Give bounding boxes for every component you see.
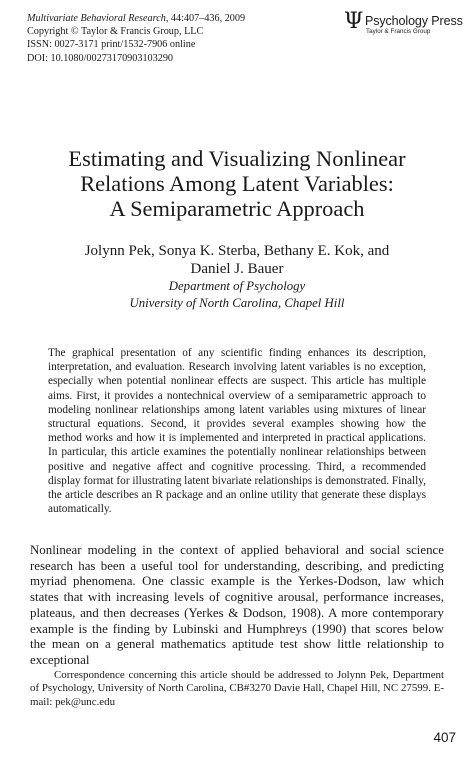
issn-line: ISSN: 0027-3171 print/1532-7906 online bbox=[27, 39, 196, 51]
title-line: Estimating and Visualizing Nonlinear bbox=[68, 146, 406, 171]
publisher-group: Taylor & Francis Group bbox=[366, 28, 431, 35]
publisher-name: Psychology Press bbox=[365, 14, 463, 28]
journal-name: Multivariate Behavioral Research bbox=[27, 13, 166, 24]
doi-line: DOI: 10.1080/00273170903103290 bbox=[27, 52, 174, 64]
title-line: Relations Among Latent Variables: bbox=[80, 171, 394, 196]
university: University of North Carolina, Chapel Hill bbox=[129, 296, 345, 310]
publisher-logo bbox=[344, 9, 464, 42]
abstract: The graphical presentation of any scientific finding enhances its description, interpretation, and evaluation. Research involving latent variables is no exception, especially when potential nonlinear effects are suspect. This article has multiple aims. First, it provides a nontechnical overview of a semiparametric approach to modeling nonlinear relationships among latent variables using mixtures of linear structural equations. Second, it provides several examples showing how the method works and how it is implemented and interpreted in practical applications. In particular, this article examines the potentially nonlinear relationships between positive and negative affect and cognitive processing. Third, a recommended display format for illustrating latent bivariate relationships is demonstrated. Finally, the article describes an R package and an online utility that generate these displays automatically. bbox=[48, 347, 426, 516]
article-title bbox=[30, 146, 444, 221]
affiliation bbox=[30, 278, 444, 312]
copyright-line: Copyright © Taylor & Francis Group, LLC bbox=[27, 26, 204, 38]
psi-logo-icon: Ψ bbox=[344, 9, 364, 34]
correspondence-footnote bbox=[30, 669, 444, 709]
department: Department of Psychology bbox=[168, 279, 306, 293]
journal-metadata bbox=[27, 12, 245, 65]
author-line: Daniel J. Bauer bbox=[190, 261, 284, 277]
page-number: 407 bbox=[433, 730, 456, 745]
author-list bbox=[30, 242, 444, 278]
title-line: A Semiparametric Approach bbox=[109, 196, 365, 221]
journal-citation-line bbox=[27, 12, 245, 25]
body-paragraph: Nonlinear modeling in the context of applied behavioral and social science research has been a useful tool for understanding, describing, and predicting myriad phenomena. One classic example is the Yerkes-Dodson, law which states that with increasing levels of cognitive arousal, performance increases, plateaus, and then decreases (Yerkes & Dodson, 1908). A more contemporary example is the finding by Lubinski and Humphreys (1990) that scores below the mean on a general mathematics aptitude test show little relationship to exceptional bbox=[30, 543, 444, 667]
journal-citation: , 44:407–436, 2009 bbox=[165, 13, 246, 24]
footnote-text: Correspondence concerning this article should be addressed to Jolynn Pek, Department of Psychology, University of North Carolina, CB#3270 Davie Hall, Chapel Hill, NC 27599. E-mail: pek@unc.edu bbox=[30, 669, 444, 708]
author-line: Jolynn Pek, Sonya K. Sterba, Bethany E. Kok, and bbox=[84, 243, 390, 259]
